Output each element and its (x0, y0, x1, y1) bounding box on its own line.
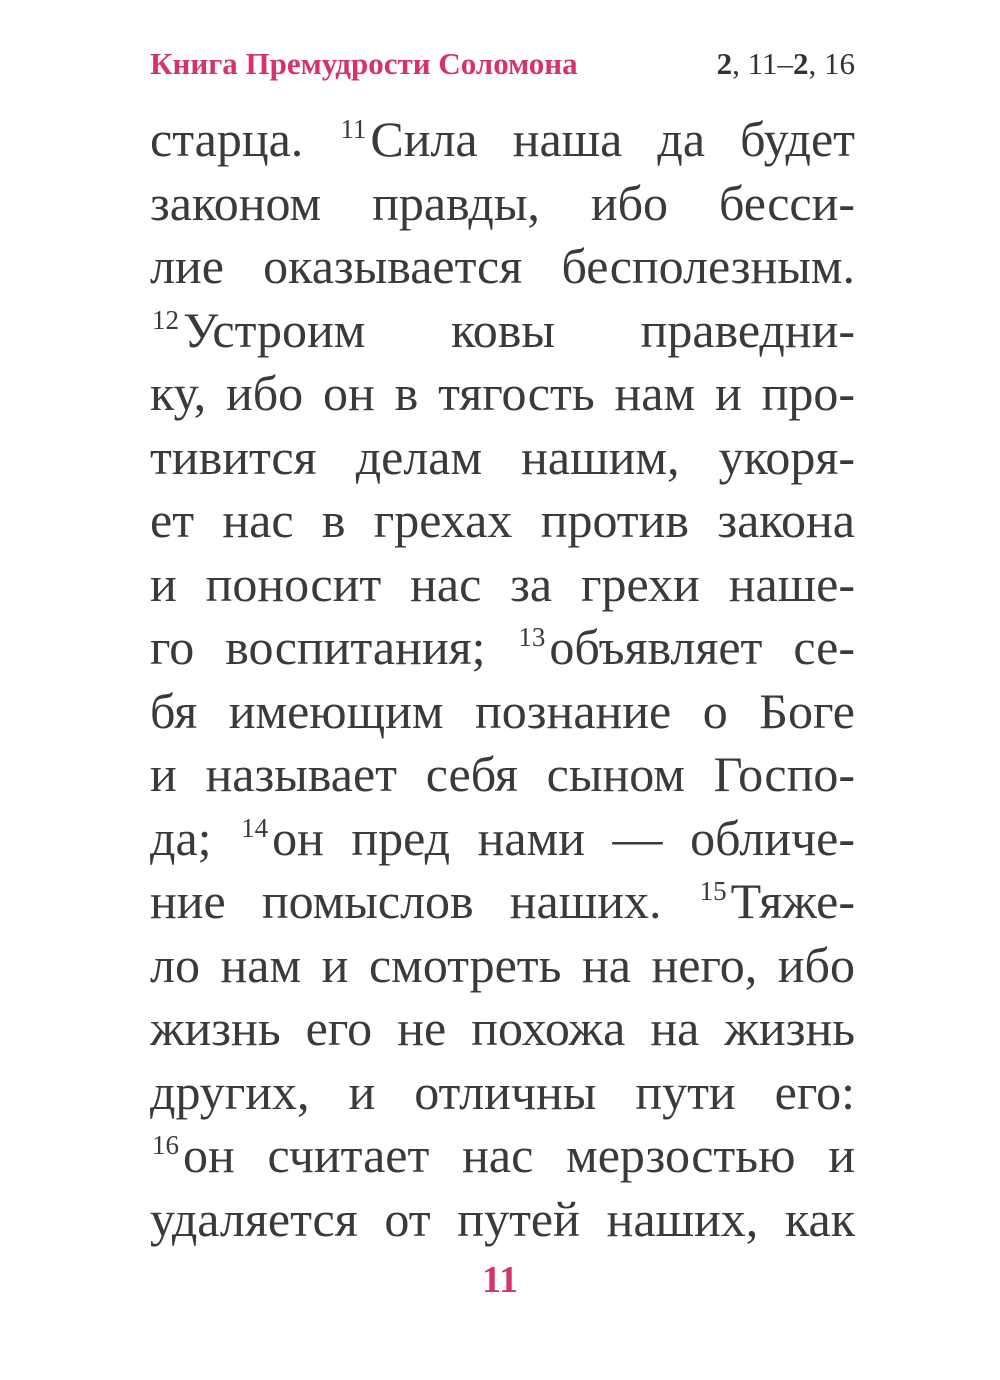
line-text: лие оказывается бесполезным. (150, 238, 855, 294)
verse-number: 11 (340, 114, 367, 144)
line-text: ло нам и смотреть на него, ибо (150, 936, 855, 993)
line-text: законом правды, ибо бесси- (150, 174, 855, 231)
verse-number: 14 (241, 812, 269, 843)
text-line (150, 108, 855, 172)
text-line (150, 1124, 855, 1188)
running-head (150, 44, 855, 94)
line-text: старца. (150, 111, 339, 167)
text-line (150, 997, 855, 1061)
range-start-chapter: 2 (716, 46, 733, 81)
text-line (150, 235, 855, 299)
verse-number: 12 (152, 304, 179, 335)
line-text: го воспитания; (150, 619, 517, 675)
line-text: и поносит нас за грехи наше- (150, 555, 855, 612)
text-line (150, 299, 855, 363)
line-text: ку, ибо он в тягость нам и про- (150, 365, 855, 421)
range-dash: – (777, 46, 793, 81)
line-text: бя имеющим познание о Боге (150, 682, 855, 739)
text-line (150, 489, 855, 553)
range-end-verse: , 16 (808, 46, 855, 81)
verse-range (717, 44, 855, 84)
body-text (150, 108, 855, 1251)
line-text: удаляется от путей наших, как (150, 1190, 855, 1247)
text-line (150, 807, 855, 871)
text-line (150, 680, 855, 744)
line-text: да; (150, 809, 240, 866)
text-line (150, 172, 855, 236)
line-text: жизнь его не похожа на жизнь (150, 1000, 855, 1056)
line-text: других, и отличны пути его: (150, 1063, 855, 1120)
line-text: объявляет се- (549, 619, 855, 675)
text-line (150, 743, 855, 807)
line-text: он пред нами — обличе- (272, 809, 855, 866)
line-text: тивится делам нашим, укоря- (150, 428, 855, 485)
book-title: Книга Премудрости Соломона (150, 46, 578, 81)
page-number: 11 (482, 1259, 518, 1301)
line-text: Тяже- (730, 873, 855, 929)
line-text: он считает нас мерзостью и (183, 1127, 855, 1183)
text-line (150, 870, 855, 934)
line-text: ет нас в грехах против закона (150, 492, 855, 548)
text-line (150, 362, 855, 426)
text-line (150, 934, 855, 998)
range-end-chapter: 2 (793, 46, 809, 81)
verse-number: 13 (518, 622, 546, 652)
verse-number: 15 (699, 876, 727, 906)
text-line (150, 553, 855, 617)
range-start-verse: , 11 (732, 46, 778, 81)
text-line (150, 616, 855, 680)
line-text: ние помыслов наших. (150, 873, 698, 929)
text-line (150, 1061, 855, 1125)
line-text: и называет себя сыном Госпо- (150, 746, 855, 802)
line-text: Устроим ковы праведни- (183, 301, 855, 358)
text-line (150, 1188, 855, 1252)
text-line (150, 426, 855, 490)
verse-number: 16 (152, 1130, 179, 1160)
line-text: Сила наша да будет (370, 111, 855, 167)
